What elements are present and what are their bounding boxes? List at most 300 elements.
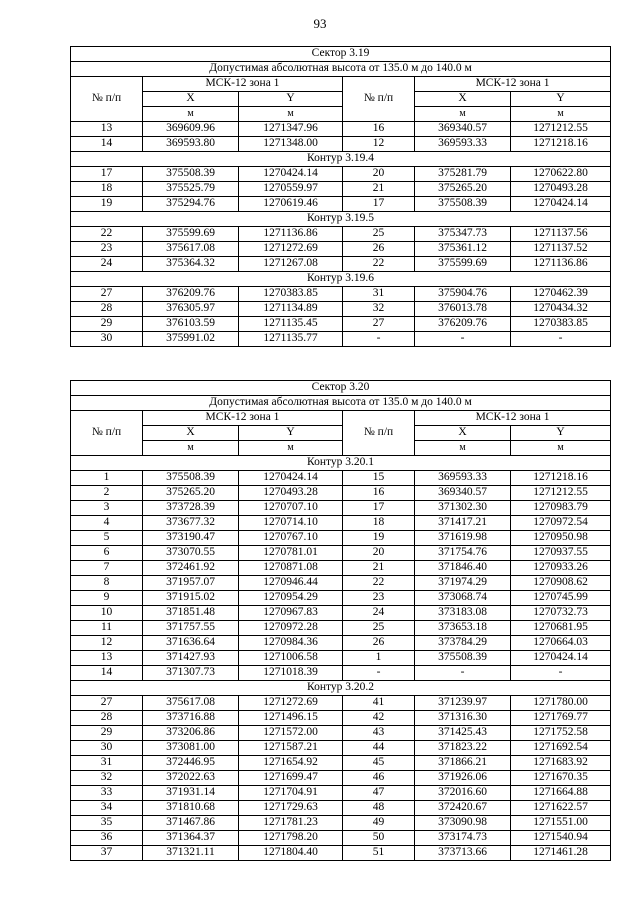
point-number: 14 [71,666,143,681]
table-row [71,486,611,501]
x-coordinate: - [415,332,511,347]
x-coordinate: 375991.02 [143,332,239,347]
y-coordinate: 1270946.44 [239,576,343,591]
point-number: 16 [343,122,415,137]
y-coordinate: 1270424.14 [239,471,343,486]
point-number: 49 [343,816,415,831]
y-coordinate: 1271551.00 [511,816,611,831]
x-coordinate: 371757.55 [143,621,239,636]
point-number: 36 [71,831,143,846]
y-coordinate: 1271006.58 [239,651,343,666]
x-coordinate: 371754.76 [415,546,511,561]
point-number: 46 [343,771,415,786]
x-coordinate: 376013.78 [415,302,511,317]
y-coordinate: 1270424.14 [511,197,611,212]
x-coordinate: 371417.21 [415,516,511,531]
contour-header: Контур 3.19.6 [71,272,611,287]
column-header-x: X [415,92,511,107]
y-coordinate: 1270493.28 [511,182,611,197]
y-coordinate: 1270434.32 [511,302,611,317]
y-coordinate: 1271267.08 [239,257,343,272]
point-number: 33 [71,786,143,801]
table-header-row [71,411,611,426]
contour-header-row [71,456,611,471]
point-number: 18 [343,516,415,531]
y-coordinate: 1271798.20 [239,831,343,846]
table-row [71,257,611,272]
point-number: 26 [343,242,415,257]
point-number: 32 [343,302,415,317]
column-header-number: № п/п [71,77,143,122]
y-coordinate: 1271729.63 [239,801,343,816]
table-row [71,816,611,831]
table-row [71,636,611,651]
column-header-x: X [415,426,511,441]
point-number: 4 [71,516,143,531]
point-number: 21 [343,561,415,576]
coordinates-table-sector-3-19 [70,46,611,347]
table-row [71,591,611,606]
x-coordinate: 375265.20 [143,486,239,501]
x-coordinate: 371427.93 [143,651,239,666]
y-coordinate: 1271692.54 [511,741,611,756]
point-number: 18 [71,182,143,197]
sector-title: Сектор 3.20 [71,381,611,396]
x-coordinate: 371364.37 [143,831,239,846]
point-number: 29 [71,317,143,332]
point-number: 51 [343,846,415,861]
point-number: 17 [343,197,415,212]
table-header-row [71,426,611,441]
point-number: 47 [343,786,415,801]
x-coordinate: 373174.73 [415,831,511,846]
y-coordinate: 1271272.69 [239,696,343,711]
point-number: 22 [343,576,415,591]
y-coordinate: 1270983.79 [511,501,611,516]
point-number: 44 [343,741,415,756]
x-coordinate: 375617.08 [143,242,239,257]
x-coordinate: 371926.06 [415,771,511,786]
x-coordinate: 371866.21 [415,756,511,771]
point-number: 19 [71,197,143,212]
x-coordinate: 373653.18 [415,621,511,636]
y-coordinate: 1270619.46 [239,197,343,212]
column-header-y: Y [239,426,343,441]
y-coordinate: 1271134.89 [239,302,343,317]
x-coordinate: 372016.60 [415,786,511,801]
column-header-x: X [143,92,239,107]
column-header-system: МСК-12 зона 1 [143,411,343,426]
x-coordinate: 373784.29 [415,636,511,651]
point-number: 19 [343,531,415,546]
x-coordinate: 371846.40 [415,561,511,576]
column-header-x: X [143,426,239,441]
x-coordinate: 371810.68 [143,801,239,816]
table-row [71,501,611,516]
contour-header: Контур 3.19.5 [71,212,611,227]
table-height-row [71,396,611,411]
table-row [71,711,611,726]
y-coordinate: 1270950.98 [511,531,611,546]
y-coordinate: 1270933.26 [511,561,611,576]
point-number: 3 [71,501,143,516]
table-row [71,197,611,212]
table-row [71,287,611,302]
x-coordinate: 373728.39 [143,501,239,516]
point-number: 7 [71,561,143,576]
y-coordinate: 1271572.00 [239,726,343,741]
point-number: 50 [343,831,415,846]
point-number: 45 [343,756,415,771]
x-coordinate: - [415,666,511,681]
x-coordinate: 369593.33 [415,137,511,152]
table-row [71,846,611,861]
x-coordinate: 373183.08 [415,606,511,621]
contour-header: Контур 3.19.4 [71,152,611,167]
x-coordinate: 373081.00 [143,741,239,756]
y-coordinate: 1271136.86 [239,227,343,242]
y-coordinate: 1270424.14 [239,167,343,182]
point-number: 25 [343,621,415,636]
x-coordinate: 372446.95 [143,756,239,771]
point-number: 21 [343,182,415,197]
table-row [71,576,611,591]
table-row [71,227,611,242]
y-coordinate: 1271272.69 [239,242,343,257]
coordinates-table-sector-3-20 [70,380,611,861]
y-coordinate: 1270462.39 [511,287,611,302]
table-row [71,756,611,771]
x-coordinate: 371316.30 [415,711,511,726]
y-coordinate: 1271018.39 [239,666,343,681]
y-coordinate: 1270681.95 [511,621,611,636]
point-number: 24 [71,257,143,272]
x-coordinate: 369593.80 [143,137,239,152]
unit-label: м [239,441,343,456]
y-coordinate: 1271496.15 [239,711,343,726]
point-number: 12 [71,636,143,651]
x-coordinate: 371915.02 [143,591,239,606]
point-number: 27 [343,317,415,332]
table-row [71,666,611,681]
point-number: 43 [343,726,415,741]
x-coordinate: 376103.59 [143,317,239,332]
y-coordinate: 1271540.94 [511,831,611,846]
point-number: - [343,666,415,681]
column-header-number: № п/п [343,411,415,456]
point-number: 8 [71,576,143,591]
point-number: 42 [343,711,415,726]
table-row [71,167,611,182]
table-row [71,726,611,741]
point-number: 23 [71,242,143,257]
x-coordinate: 376209.76 [143,287,239,302]
y-coordinate: 1271781.23 [239,816,343,831]
x-coordinate: 375904.76 [415,287,511,302]
y-coordinate: 1271804.40 [239,846,343,861]
x-coordinate: 373677.32 [143,516,239,531]
y-coordinate: 1270908.62 [511,576,611,591]
y-coordinate: - [511,332,611,347]
point-number: 29 [71,726,143,741]
point-number: 13 [71,122,143,137]
x-coordinate: 371302.30 [415,501,511,516]
column-header-system: МСК-12 зона 1 [415,411,611,426]
table-row [71,546,611,561]
y-coordinate: 1271683.92 [511,756,611,771]
table-row [71,801,611,816]
table-row [71,531,611,546]
table-title-row [71,47,611,62]
table-row [71,771,611,786]
x-coordinate: 373090.98 [415,816,511,831]
y-coordinate: 1270871.08 [239,561,343,576]
point-number: 5 [71,531,143,546]
table-unit-row [71,107,611,122]
table-header-row [71,92,611,107]
unit-label: м [143,441,239,456]
point-number: 27 [71,696,143,711]
table-row [71,122,611,137]
table-row [71,182,611,197]
point-number: 22 [343,257,415,272]
x-coordinate: 371619.98 [415,531,511,546]
table-row [71,242,611,257]
point-number: 9 [71,591,143,606]
x-coordinate: 371307.73 [143,666,239,681]
column-header-y: Y [239,92,343,107]
y-coordinate: 1271769.77 [511,711,611,726]
y-coordinate: 1271135.77 [239,332,343,347]
x-coordinate: 373716.88 [143,711,239,726]
point-number: 20 [343,167,415,182]
point-number: 28 [71,302,143,317]
x-coordinate: 375617.08 [143,696,239,711]
y-coordinate: 1270984.36 [239,636,343,651]
contour-header-row [71,681,611,696]
y-coordinate: 1270493.28 [239,486,343,501]
y-coordinate: 1270383.85 [511,317,611,332]
unit-label: м [511,107,611,122]
x-coordinate: 371636.64 [143,636,239,651]
x-coordinate: 371851.48 [143,606,239,621]
table-header-row [71,77,611,92]
table-unit-row [71,441,611,456]
contour-header-row [71,272,611,287]
point-number: 12 [343,137,415,152]
point-number: 1 [343,651,415,666]
point-number: 15 [343,471,415,486]
height-note: Допустимая абсолютная высота от 135.0 м до 140.0 м [71,396,611,411]
point-number: 14 [71,137,143,152]
y-coordinate: 1271218.16 [511,137,611,152]
column-header-system: МСК-12 зона 1 [415,77,611,92]
contour-header-row [71,152,611,167]
x-coordinate: 373070.55 [143,546,239,561]
x-coordinate: 375347.73 [415,227,511,242]
point-number: 31 [71,756,143,771]
point-number: 13 [71,651,143,666]
x-coordinate: 375508.39 [415,197,511,212]
x-coordinate: 372420.67 [415,801,511,816]
y-coordinate: 1271347.96 [239,122,343,137]
x-coordinate: 375508.39 [415,651,511,666]
unit-label: м [415,107,511,122]
point-number: 30 [71,332,143,347]
y-coordinate: 1271704.91 [239,786,343,801]
x-coordinate: 375599.69 [143,227,239,242]
y-coordinate: 1270664.03 [511,636,611,651]
table-row [71,561,611,576]
point-number: 6 [71,546,143,561]
y-coordinate: 1270707.10 [239,501,343,516]
sector-title: Сектор 3.19 [71,47,611,62]
contour-header: Контур 3.20.1 [71,456,611,471]
table-height-row [71,62,611,77]
point-number: - [343,332,415,347]
y-coordinate: - [511,666,611,681]
x-coordinate: 373190.47 [143,531,239,546]
y-coordinate: 1271699.47 [239,771,343,786]
x-coordinate: 375281.79 [415,167,511,182]
table-row [71,471,611,486]
point-number: 41 [343,696,415,711]
x-coordinate: 373068.74 [415,591,511,606]
point-number: 31 [343,287,415,302]
point-number: 35 [71,816,143,831]
x-coordinate: 371957.07 [143,576,239,591]
y-coordinate: 1271664.88 [511,786,611,801]
contour-header-row [71,212,611,227]
column-header-y: Y [511,92,611,107]
height-note: Допустимая абсолютная высота от 135.0 м до 140.0 м [71,62,611,77]
table-title-row [71,381,611,396]
y-coordinate: 1270954.29 [239,591,343,606]
y-coordinate: 1271780.00 [511,696,611,711]
x-coordinate: 371931.14 [143,786,239,801]
y-coordinate: 1270972.54 [511,516,611,531]
x-coordinate: 375265.20 [415,182,511,197]
y-coordinate: 1270767.10 [239,531,343,546]
y-coordinate: 1270967.83 [239,606,343,621]
point-number: 17 [71,167,143,182]
point-number: 22 [71,227,143,242]
point-number: 48 [343,801,415,816]
y-coordinate: 1270714.10 [239,516,343,531]
y-coordinate: 1270559.97 [239,182,343,197]
x-coordinate: 375364.32 [143,257,239,272]
point-number: 28 [71,711,143,726]
y-coordinate: 1271654.92 [239,756,343,771]
y-coordinate: 1271752.58 [511,726,611,741]
x-coordinate: 371974.29 [415,576,511,591]
y-coordinate: 1271461.28 [511,846,611,861]
y-coordinate: 1271137.56 [511,227,611,242]
y-coordinate: 1271218.16 [511,471,611,486]
x-coordinate: 376305.97 [143,302,239,317]
x-coordinate: 371467.86 [143,816,239,831]
table-row [71,741,611,756]
point-number: 1 [71,471,143,486]
x-coordinate: 373206.86 [143,726,239,741]
unit-label: м [143,107,239,122]
unit-label: м [239,107,343,122]
x-coordinate: 372022.63 [143,771,239,786]
point-number: 2 [71,486,143,501]
y-coordinate: 1270781.01 [239,546,343,561]
x-coordinate: 371425.43 [415,726,511,741]
page-number: 93 [313,16,327,31]
y-coordinate: 1270383.85 [239,287,343,302]
point-number: 11 [71,621,143,636]
point-number: 16 [343,486,415,501]
point-number: 37 [71,846,143,861]
table-row [71,786,611,801]
point-number: 30 [71,741,143,756]
y-coordinate: 1271212.55 [511,486,611,501]
table-row [71,831,611,846]
y-coordinate: 1271212.55 [511,122,611,137]
y-coordinate: 1271670.35 [511,771,611,786]
y-coordinate: 1271137.52 [511,242,611,257]
point-number: 27 [71,287,143,302]
table-row [71,137,611,152]
point-number: 17 [343,501,415,516]
x-coordinate: 369609.96 [143,122,239,137]
y-coordinate: 1271135.45 [239,317,343,332]
x-coordinate: 371823.22 [415,741,511,756]
contour-header: Контур 3.20.2 [71,681,611,696]
table-row [71,606,611,621]
column-header-system: МСК-12 зона 1 [143,77,343,92]
y-coordinate: 1270745.99 [511,591,611,606]
y-coordinate: 1271587.21 [239,741,343,756]
y-coordinate: 1270424.14 [511,651,611,666]
y-coordinate: 1271136.86 [511,257,611,272]
x-coordinate: 371321.11 [143,846,239,861]
point-number: 20 [343,546,415,561]
x-coordinate: 373713.66 [415,846,511,861]
x-coordinate: 375599.69 [415,257,511,272]
x-coordinate: 375361.12 [415,242,511,257]
point-number: 24 [343,606,415,621]
point-number: 25 [343,227,415,242]
unit-label: м [415,441,511,456]
x-coordinate: 369340.57 [415,486,511,501]
y-coordinate: 1271622.57 [511,801,611,816]
x-coordinate: 369593.33 [415,471,511,486]
table-row [71,621,611,636]
point-number: 26 [343,636,415,651]
x-coordinate: 371239.97 [415,696,511,711]
table-row [71,696,611,711]
y-coordinate: 1270622.80 [511,167,611,182]
y-coordinate: 1270937.55 [511,546,611,561]
x-coordinate: 372461.92 [143,561,239,576]
x-coordinate: 375508.39 [143,471,239,486]
table-row [71,516,611,531]
x-coordinate: 369340.57 [415,122,511,137]
column-header-number: № п/п [343,77,415,122]
point-number: 34 [71,801,143,816]
y-coordinate: 1270972.28 [239,621,343,636]
y-coordinate: 1270732.73 [511,606,611,621]
table-row [71,317,611,332]
table-row [71,302,611,317]
point-number: 32 [71,771,143,786]
column-header-number: № п/п [71,411,143,456]
y-coordinate: 1271348.00 [239,137,343,152]
